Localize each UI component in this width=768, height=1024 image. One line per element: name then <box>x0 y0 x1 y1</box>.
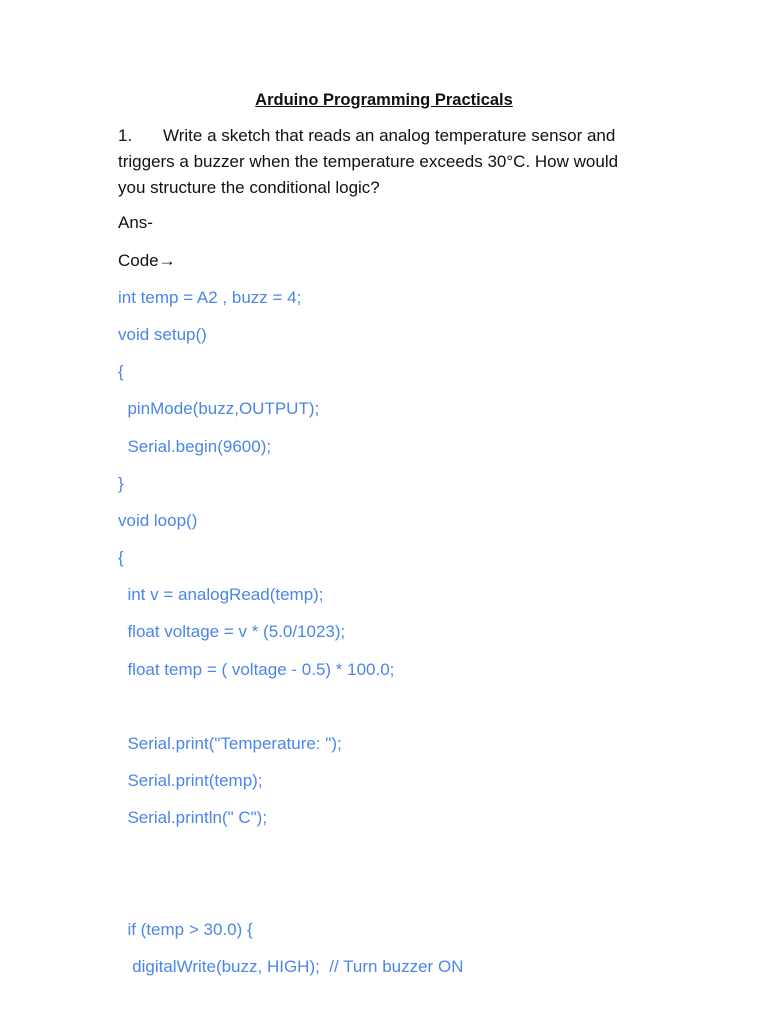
code-line: float temp = ( voltage - 0.5) * 100.0; <box>118 660 395 679</box>
code-line: Serial.begin(9600); <box>118 437 272 456</box>
code-line: pinMode(buzz,OUTPUT); <box>118 399 320 418</box>
answer-label: Ans- <box>118 213 153 232</box>
document-title: Arduino Programming Practicals <box>255 91 513 109</box>
code-label: Code→ <box>118 251 176 270</box>
code-line: float voltage = v * (5.0/1023); <box>118 622 346 641</box>
code-line: digitalWrite(buzz, HIGH); // Turn buzzer ON <box>118 957 464 976</box>
code-line: int temp = A2 , buzz = 4; <box>118 288 302 307</box>
question-text: Write a sketch that reads an analog temperature sensor and triggers a buzzer when the temperature exceeds 30°C. How would you structure the conditional logic? <box>118 126 619 197</box>
code-line: if (temp > 30.0) { <box>118 920 253 939</box>
code-line: void loop() <box>118 511 198 530</box>
code-line: Serial.print("Temperature: "); <box>118 734 342 753</box>
code-line: Serial.println(" C"); <box>118 808 268 827</box>
code-line: Serial.print(temp); <box>118 771 263 790</box>
code-line: } <box>118 474 124 493</box>
code-line: { <box>118 362 124 381</box>
code-line: { <box>118 548 124 567</box>
question-1 <box>118 123 648 201</box>
question-number: 1. <box>118 126 133 145</box>
code-line: void setup() <box>118 325 207 344</box>
code-line: int v = analogRead(temp); <box>118 585 324 604</box>
